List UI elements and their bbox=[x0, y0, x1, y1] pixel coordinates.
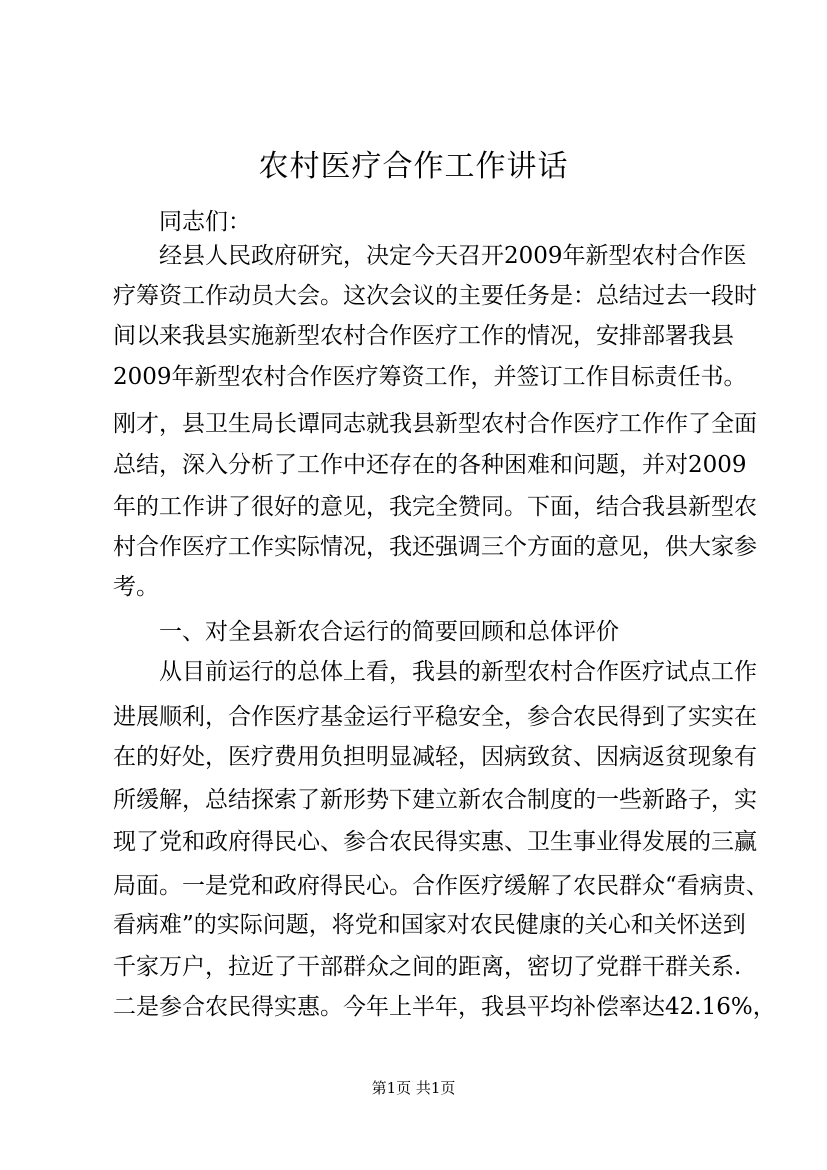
body-line: 年的工作讲了很好的意见，我完全赞同。下面，结合我县新型农 bbox=[113, 494, 757, 520]
body-line: 所缓解，总结探索了新形势下建立新农合制度的一些新路子，实 bbox=[113, 787, 757, 813]
body-line: 进展顺利，合作医疗基金运行平稳安全，参合农民得到了实实在 bbox=[113, 704, 757, 730]
document-title: 农村医疗合作工作讲话 bbox=[258, 149, 569, 184]
body-line: 经县人民政府研究，决定今天召开2009年新型农村合作医 bbox=[113, 243, 747, 269]
body-line: 同志们： bbox=[113, 209, 251, 235]
page-number: 第1页 共1页 bbox=[371, 1079, 456, 1097]
body-line: 二是参合农民得实惠。今年上半年，我县平均补偿率达42.16%， bbox=[113, 994, 776, 1020]
body-line: 千家万户，拉近了干部群众之间的距离，密切了党群干群关系. bbox=[113, 954, 742, 980]
body-line: 看病难”的实际问题，将党和国家对农民健康的关心和关怀送到 bbox=[113, 912, 746, 938]
body-line: 在的好处，医疗费用负担明显减轻，因病致贫、因病返贫现象有 bbox=[113, 744, 757, 770]
body-line: 2009年新型农村合作医疗筹资工作，并签订工作目标责任书。 bbox=[113, 364, 747, 390]
body-line: 刚才，县卫生局长谭同志就我县新型农村合作医疗工作作了全面 bbox=[113, 411, 757, 437]
body-line: 局面。一是党和政府得民心。合作医疗缓解了农民群众“看病贵、 bbox=[113, 873, 769, 899]
body-line: 总结，深入分析了工作中还存在的各种困难和问题，并对2009 bbox=[113, 452, 747, 478]
body-line: 村合作医疗工作实际情况，我还强调三个方面的意见，供大家参 bbox=[113, 534, 757, 560]
body-line: 考。 bbox=[113, 574, 159, 600]
body-line: 疗筹资工作动员大会。这次会议的主要任务是：总结过去一段时 bbox=[113, 283, 757, 309]
section-heading: 一、对全县新农合运行的简要回顾和总体评价 bbox=[113, 619, 619, 645]
body-line: 间以来我县实施新型农村合作医疗工作的情况，安排部署我县 bbox=[113, 323, 734, 349]
body-line: 现了党和政府得民心、参合农民得实惠、卫生事业得发展的三赢 bbox=[113, 829, 757, 855]
body-line: 从目前运行的总体上看，我县的新型农村合作医疗试点工作 bbox=[113, 659, 757, 685]
